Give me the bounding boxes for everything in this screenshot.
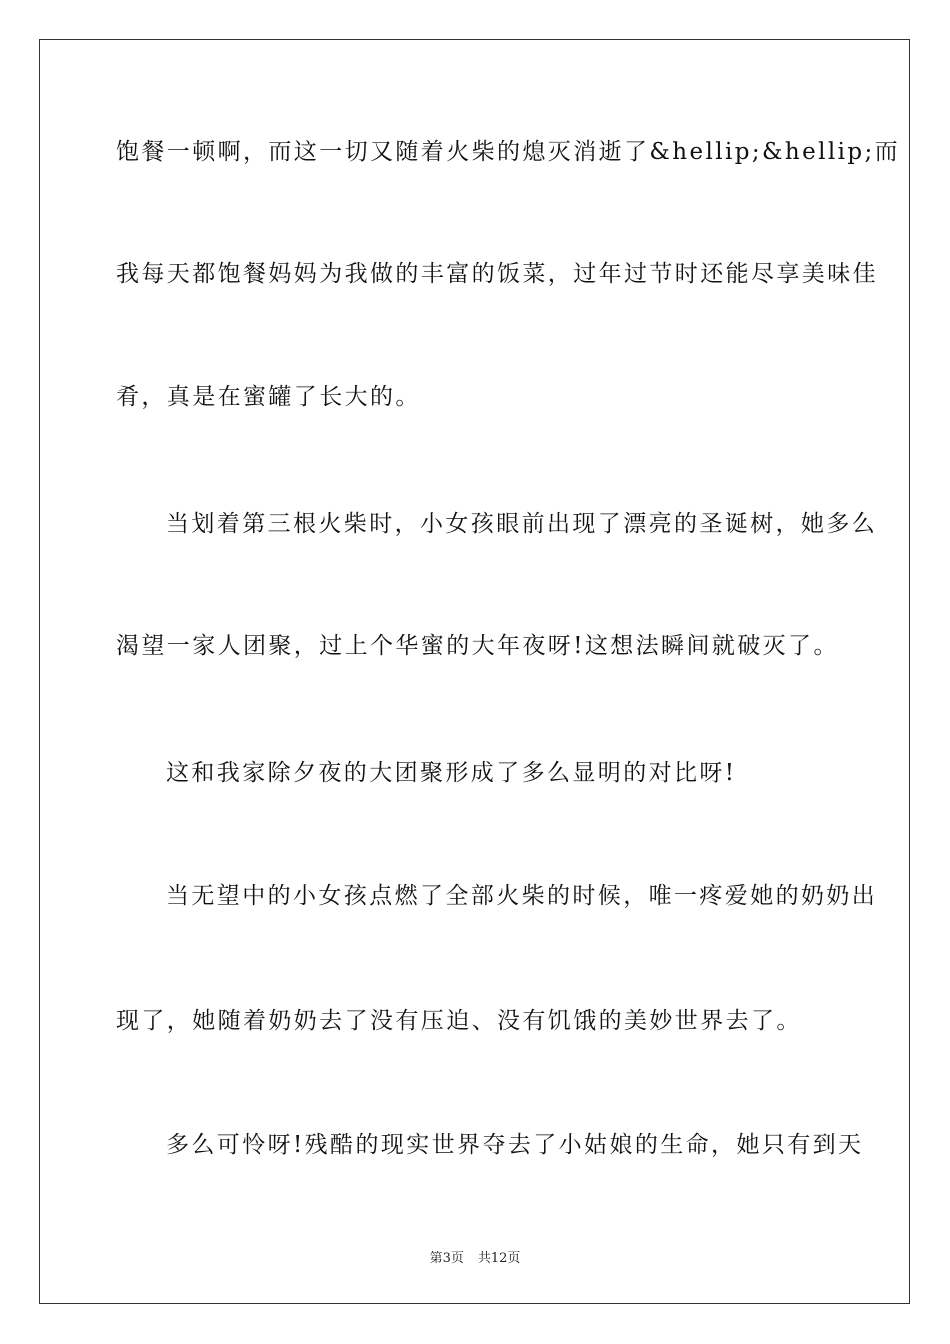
- text-line-1: 饱餐一顿啊，而这一切又随着火柴的熄灭消逝了&hellip;&hellip;而: [116, 139, 901, 165]
- text-line-6: 这和我家除夕夜的大团聚形成了多么显明的对比呀!: [166, 760, 737, 786]
- page-number-current: 第3页: [429, 1251, 464, 1266]
- text-line-3: 肴，真是在蜜罐了长大的。: [116, 384, 421, 410]
- text-line-4: 当划着第三根火柴时，小女孩眼前出现了漂亮的圣诞树，她多么: [166, 511, 878, 537]
- text-line-7: 当无望中的小女孩点燃了全部火柴的时候，唯一疼爱她的奶奶出: [166, 883, 878, 909]
- page-footer: [0, 1247, 950, 1266]
- page-number-total: 共12页: [477, 1251, 521, 1266]
- text-line-5: 渴望一家人团聚，过上个华蜜的大年夜呀!这想法瞬间就破灭了。: [116, 633, 839, 659]
- page-border: [39, 39, 910, 1304]
- text-line-9: 多么可怜呀!残酷的现实世界夺去了小姑娘的生命，她只有到天: [166, 1132, 864, 1158]
- text-line-2: 我每天都饱餐妈妈为我做的丰富的饭菜，过年过节时还能尽享美味佳: [116, 261, 878, 287]
- text-line-8: 现了，她随着奶奶去了没有压迫、没有饥饿的美妙世界去了。: [116, 1008, 802, 1034]
